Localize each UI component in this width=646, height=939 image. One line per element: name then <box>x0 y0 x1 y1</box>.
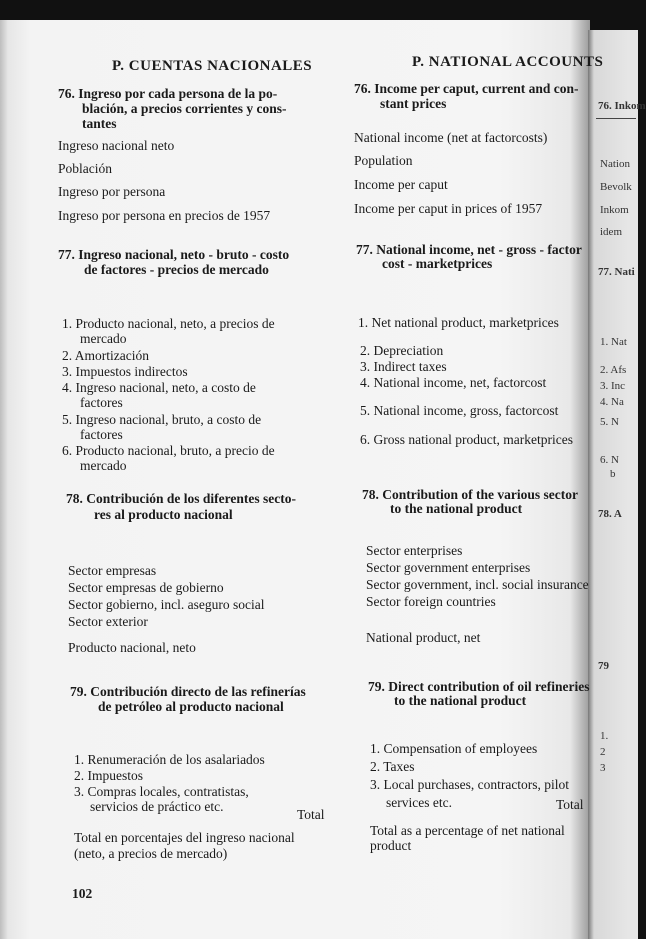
list-item: Sector empresas de gobierno <box>68 580 224 595</box>
list-item: 2. Taxes <box>370 759 415 774</box>
list-item: Sector empresas <box>68 563 157 578</box>
list-item: Sector enterprises <box>366 543 463 558</box>
list-item: (neto, a precios de mercado) <box>74 846 228 861</box>
next-page-text: 1. Nat <box>600 336 627 348</box>
next-page-text: 2 <box>600 746 606 758</box>
section-78-title: 78. Contribución de los diferentes secto- <box>66 491 296 506</box>
section-79-title: de petróleo al producto nacional <box>98 699 284 714</box>
list-item: factores <box>80 395 123 410</box>
list-item: Sector exterior <box>68 614 148 629</box>
list-item: 3. Compras locales, contratistas, <box>74 784 249 799</box>
section-76-title: tantes <box>82 116 117 131</box>
list-item: 1. Producto nacional, neto, a precios de <box>62 316 275 331</box>
list-item: 5. National income, gross, factorcost <box>360 403 559 418</box>
next-page-text: 2. Afs <box>600 364 627 376</box>
list-item: 2. Depreciation <box>360 343 444 358</box>
next-page-text: b <box>610 468 616 480</box>
next-page-text: 1. <box>600 730 609 742</box>
list-item: Sector government, incl. social insurance <box>366 577 589 592</box>
next-page-text: 6. N <box>600 454 619 466</box>
section-79-title: to the national product <box>394 693 527 708</box>
section-header: P. NATIONAL ACCOUNTS <box>412 54 604 70</box>
list-item: Income per caput in prices of 1957 <box>354 201 543 216</box>
section-77-title: cost - marketprices <box>382 256 493 271</box>
list-item: 4. National income, net, factorcost <box>360 375 547 390</box>
section-76-title: 76. Income per caput, current and con- <box>354 81 579 96</box>
page-number: 102 <box>72 886 93 901</box>
list-item: Producto nacional, neto <box>68 640 196 655</box>
next-page-text: Bevolk <box>600 181 632 193</box>
list-item: Población <box>58 161 112 176</box>
section-78-title: 78. Contribution of the various sector <box>362 487 578 502</box>
list-item: 6. Gross national product, marketprices <box>360 432 573 447</box>
list-item: mercado <box>80 458 127 473</box>
list-item: Ingreso por persona en precios de 1957 <box>58 208 271 223</box>
list-item: 4. Ingreso nacional, neto, a costo de <box>62 380 256 395</box>
section-76-title: 76. Ingreso por cada persona de la po- <box>58 86 278 101</box>
next-page-text: 79 <box>598 660 609 672</box>
list-item: 3. Impuestos indirectos <box>62 364 188 379</box>
list-item: Sector government enterprises <box>366 560 531 575</box>
list-item: Total as a percentage of net national <box>370 823 565 838</box>
list-item: 3. Local purchases, contractors, pilot <box>370 777 570 792</box>
list-item: 5. Ingreso nacional, bruto, a costo de <box>62 412 262 427</box>
next-page-edge <box>588 30 646 939</box>
next-page-text: 78. A <box>598 508 622 520</box>
next-page-text: 3. Inc <box>600 380 626 392</box>
section-header: P. CUENTAS NACIONALES <box>112 58 313 74</box>
section-76-title: blación, a precios corrientes y cons- <box>82 101 287 116</box>
list-item: National product, net <box>366 630 481 645</box>
list-item: mercado <box>80 331 127 346</box>
list-item: 6. Producto nacional, bruto, a precio de <box>62 443 275 458</box>
total-label: Total <box>556 797 584 812</box>
list-item: 3. Indirect taxes <box>360 359 447 374</box>
list-item: 2. Amortización <box>62 348 149 363</box>
next-page-text: 77. Nati <box>598 266 635 278</box>
next-page-text: 76. Inkom <box>598 100 646 112</box>
section-77-title: 77. National income, net - gross - factor <box>356 242 582 257</box>
next-page-text: 5. N <box>600 416 619 428</box>
section-77-title: 77. Ingreso nacional, neto - bruto - costo <box>58 247 290 262</box>
list-item: Sector foreign countries <box>366 594 496 609</box>
section-79-title: 79. Direct contribution of oil refineries <box>368 679 590 694</box>
next-page-text: 3 <box>600 762 606 774</box>
list-item: 1. Net national product, marketprices <box>358 315 559 330</box>
list-item: factores <box>80 427 123 442</box>
list-item: 2. Impuestos <box>74 768 143 783</box>
list-item: Ingreso nacional neto <box>58 138 175 153</box>
section-78-title: to the national product <box>390 501 523 516</box>
document-page <box>0 20 590 939</box>
list-item: product <box>370 838 412 853</box>
next-page-text: 4. Na <box>600 396 624 408</box>
list-item: Total en porcentajes del ingreso nacional <box>74 830 295 845</box>
section-79-title: 79. Contribución directo de las refinerías <box>70 684 306 699</box>
next-page-text: Nation <box>600 158 630 170</box>
list-item: servicios de práctico etc. <box>90 799 224 814</box>
list-item: 1. Compensation of employees <box>370 741 538 756</box>
list-item: services etc. <box>386 795 452 810</box>
section-78-title: res al producto nacional <box>94 507 233 522</box>
next-page-text: Inkom <box>600 204 629 216</box>
list-item: Income per caput <box>354 177 448 192</box>
list-item: National income (net at factorcosts) <box>354 130 548 145</box>
divider <box>596 118 636 119</box>
section-77-title: de factores - precios de mercado <box>84 262 269 277</box>
section-76-title: stant prices <box>380 96 447 111</box>
next-page-text: idem <box>600 226 622 238</box>
list-item: Sector gobierno, incl. aseguro social <box>68 597 265 612</box>
list-item: 1. Renumeración de los asalariados <box>74 752 265 767</box>
total-label: Total <box>297 807 325 822</box>
list-item: Ingreso por persona <box>58 184 166 199</box>
list-item: Population <box>354 153 413 168</box>
